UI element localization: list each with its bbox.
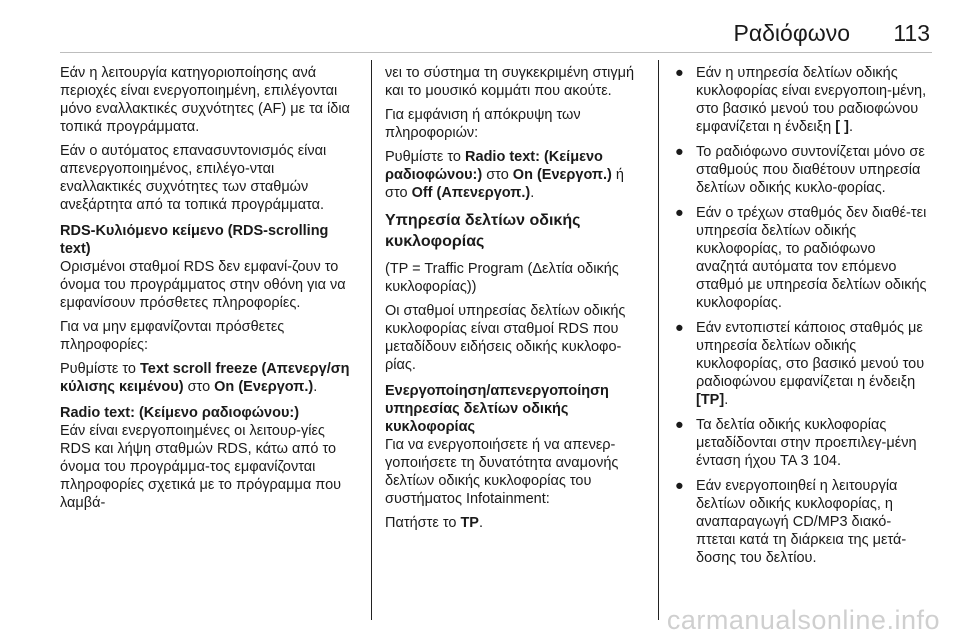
text-fragment: στο — [482, 167, 513, 183]
text-fragment: Εάν ο τρέχων σταθμός δεν διαθέ-τει υπηρεσία δελτίων οδικής κυκλοφορίας, το ραδιόφωνο αναζητά αυτόματα τον επόμενο σταθμό με υπηρεσία δελτίων οδικής κυκλοφορίας. — [696, 205, 927, 311]
paragraph-tp-stations: Οι σταθμοί υπηρεσίας δελτίων οδικής κυκλοφορίας είναι σταθμοί RDS που μεταδίδουν ειδήσεις οδικής κυκλοφο-ρίας. — [385, 303, 626, 373]
bullet-icon: ● — [675, 144, 684, 160]
paragraph-auto-retune: Εάν ο αυτόματος επανασυντονισμός είναι απενεργοποιημένος, επιλέγο-νται εναλλακτικές συχνότητες των σταθμών ανεξάρτητα από τα τοπικά προγράμματα. — [60, 143, 327, 213]
column-divider-2 — [658, 60, 659, 620]
heading-rds-scrolling-text: RDS-Κυλιόμενο κείμενο (RDS-scrolling text) — [60, 223, 329, 257]
paragraph-radio-text-setting — [385, 148, 640, 202]
text-fragment: . — [848, 119, 853, 135]
menu-option-text-scroll-freeze: Text scroll freeze (Απενεργ/ση κύλισης κειμένου) — [60, 361, 350, 395]
page-header — [0, 0, 960, 52]
bullet-list-tp — [675, 64, 930, 567]
text-fragment: . — [530, 185, 535, 201]
paragraph-scroll-setting — [60, 360, 350, 396]
paragraph-scroll-info: Ορισμένοι σταθμοί RDS δεν εμφανί-ζουν το όνομα του προγράμματος στην οθόνη για να εμφανίσουν πρόσθετες πληροφορίες. — [60, 259, 346, 311]
bullet-icon: ● — [675, 478, 684, 494]
bullet-icon: ● — [675, 417, 684, 433]
column-middle — [385, 64, 640, 538]
list-item — [675, 416, 930, 470]
paragraph-af-regional: Εάν η λειτουργία κατηγοριοποίησης ανά περιοχές είναι ενεργοποιημένη, επιλέγονται μόνο εναλλακτικές συχνότητες (AF) με τα ίδια τοπικά προγράμματα. — [60, 65, 350, 135]
watermark: carmanualsonline.info — [666, 605, 940, 635]
bullet-icon: ● — [675, 320, 684, 336]
heading-tp-activation: Ενεργοποίηση/απενεργοποίηση υπηρεσίας δελτίων οδικής κυκλοφορίας — [385, 383, 609, 435]
paragraph-radio-text-cont: νει το σύστημα τη συγκεκριμένη στιγμή και το μουσικό κομμάτι που ακούτε. — [385, 65, 635, 99]
text-fragment: Το ραδιόφωνο συντονίζεται μόνο σε σταθμούς που διαθέτουν υπηρεσία δελτίων οδικής κυκλο-φορίας. — [696, 144, 925, 196]
list-item — [675, 319, 930, 409]
paragraph-tp-activation: Για να ενεργοποιήσετε ή να απενερ-γοποιήσετε τη δυνατότητα αναμονής δελτίων οδικής κυκλοφορίας του συστήματος Infotainment: — [385, 437, 619, 507]
heading-radio-text: Radio text: (Κείμενο ραδιοφώνου:) — [60, 405, 300, 421]
paragraph-show-hide: Για εμφάνιση ή απόκρυψη των πληροφοριών: — [385, 107, 581, 141]
text-fragment: Ρυθμίστε το — [60, 361, 141, 377]
menu-value-on: On (Ενεργοπ.) — [512, 167, 612, 183]
column-left — [60, 64, 350, 518]
page-reference-arrow-icon: 3 — [800, 453, 809, 469]
list-item — [675, 143, 930, 197]
text-fragment: . — [478, 515, 483, 531]
text-fragment: 104. — [808, 453, 841, 469]
text-fragment: Πατήστε το — [385, 515, 461, 531]
indicator-empty-brackets: [ ] — [835, 119, 849, 135]
column-divider-1 — [371, 60, 372, 620]
menu-value-on: On (Ενεργοπ.) — [214, 379, 314, 395]
text-fragment: Ρυθμίστε το — [385, 149, 466, 165]
paragraph-hide-info: Για να μην εμφανίζονται πρόσθετες πληροφορίες: — [60, 319, 285, 353]
page-number: 113 — [893, 20, 930, 46]
bullet-icon: ● — [675, 65, 684, 81]
menu-value-off: Off (Απενεργοπ.) — [411, 185, 531, 201]
bullet-icon: ● — [675, 205, 684, 221]
text-fragment: Εάν η υπηρεσία δελτίων οδικής κυκλοφορίας είναι ενεργοποιη-μένη, στο βασικό μενού του ραδιοφώνου εμφανίζεται η ένδειξη — [696, 65, 927, 135]
text-fragment: . — [724, 392, 729, 408]
page-title: Ραδιόφωνο — [733, 20, 850, 46]
menu-option-radio-text: Radio text: (Κείμενο ραδιοφώνου:) — [385, 149, 603, 183]
text-fragment: . — [313, 379, 318, 395]
text-fragment: ή στο — [385, 167, 624, 201]
text-fragment: στο — [183, 379, 215, 395]
list-item — [675, 204, 930, 312]
indicator-tp: [TP] — [696, 392, 725, 408]
heading-traffic-program: Υπηρεσία δελτίων οδικής κυκλοφορίας — [385, 212, 581, 250]
header-divider — [60, 52, 932, 53]
text-fragment: Εάν ενεργοποιηθεί η λειτουργία δελτίων οδικής κυκλοφορίας, η αναπαραγωγή CD/MP3 διακό-πτεται κατά τη διάρκεια της μετά-δοσης του δελτίου. — [696, 478, 907, 566]
paragraph-radio-text-info: Εάν είναι ενεργοποιημένες οι λειτουρ-γίες RDS και λήψη σταθμών RDS, κάτω από το όνομα του προγράμμα-τος εμφανίζονται πληροφορίες σχετικά με το πρόγραμμα που λαμβά- — [60, 423, 342, 511]
paragraph-press-tp — [385, 514, 640, 532]
list-item — [675, 64, 930, 136]
column-right — [675, 64, 930, 574]
text-fragment: Εάν εντοπιστεί κάποιος σταθμός με υπηρεσία δελτίων οδικής κυκλοφορίας, στο βασικό μενού του ραδιοφώνου εμφανίζεται η ένδειξη — [696, 320, 925, 390]
text-fragment: Τα δελτία οδικής κυκλοφορίας μεταδίδονται στην προεπιλεγ-μένη ένταση ήχου TA — [696, 417, 917, 469]
paragraph-tp-definition: (TP = Traffic Program (Δελτία οδικής κυκλοφορίας)) — [385, 261, 619, 295]
button-label-tp: TP — [460, 515, 479, 531]
list-item — [675, 477, 930, 567]
